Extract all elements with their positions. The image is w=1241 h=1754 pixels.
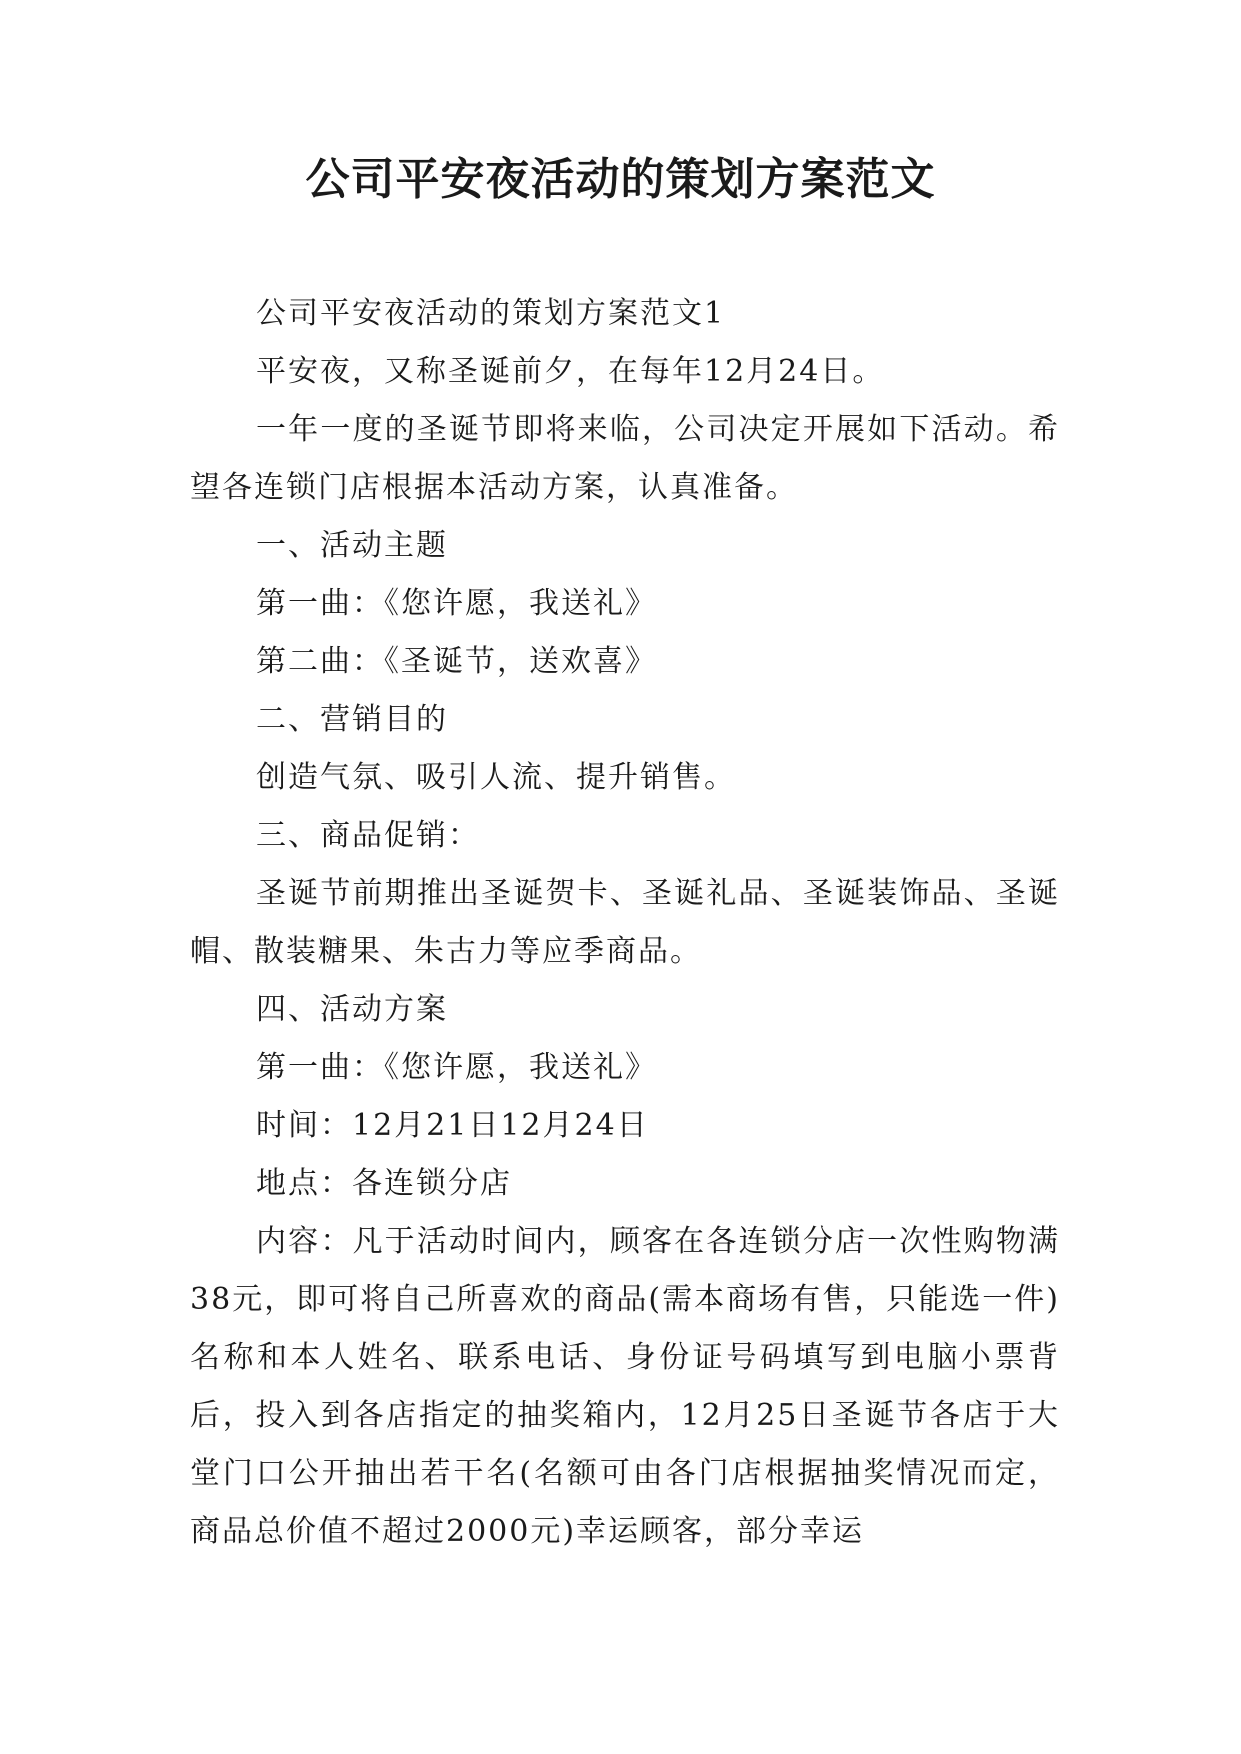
- paragraph: 创造气氛、吸引人流、提升销售。: [256, 760, 736, 795]
- paragraph: 一年一度的圣诞节即将来临，公司决定开展如下活动。希望各连锁门店根据本活动方案，认真准备。: [190, 412, 1060, 505]
- document-body: [190, 285, 1060, 1561]
- paragraph: 第二曲：《圣诞节，送欢喜》: [256, 644, 657, 679]
- paragraph: 时间：12月21日12月24日: [256, 1108, 649, 1143]
- paragraph: 地点：各连锁分店: [256, 1166, 512, 1201]
- paragraph: 内容：凡于活动时间内，顾客在各连锁分店一次性购物满38元，即可将自己所喜欢的商品(需本商场有售，只能选一件)名称和本人姓名、联系电话、身份证号码填写到电脑小票背后，投入到各店指定的抽奖箱内，12月25日圣诞节各店于大堂门口公开抽出若干名(名额可由各门店根据抽奖情况而定，商品总价值不超过2000元)幸运顾客，部分幸运: [190, 1224, 1060, 1549]
- section-heading: 二、营销目的: [256, 702, 448, 737]
- paragraph: 平安夜，又称圣诞前夕，在每年12月24日。: [256, 354, 885, 389]
- paragraph: 第一曲：《您许愿，我送礼》: [256, 1050, 657, 1085]
- document-title: 公司平安夜活动的策划方案范文: [305, 154, 936, 205]
- paragraph: 圣诞节前期推出圣诞贺卡、圣诞礼品、圣诞装饰品、圣诞帽、散装糖果、朱古力等应季商品。: [190, 876, 1060, 969]
- section-heading: 三、商品促销：: [256, 818, 480, 853]
- paragraph-heading: 公司平安夜活动的策划方案范文1: [256, 296, 726, 331]
- section-heading: 四、活动方案: [256, 992, 448, 1027]
- section-heading: 一、活动主题: [256, 528, 448, 563]
- paragraph: 第一曲：《您许愿，我送礼》: [256, 586, 657, 621]
